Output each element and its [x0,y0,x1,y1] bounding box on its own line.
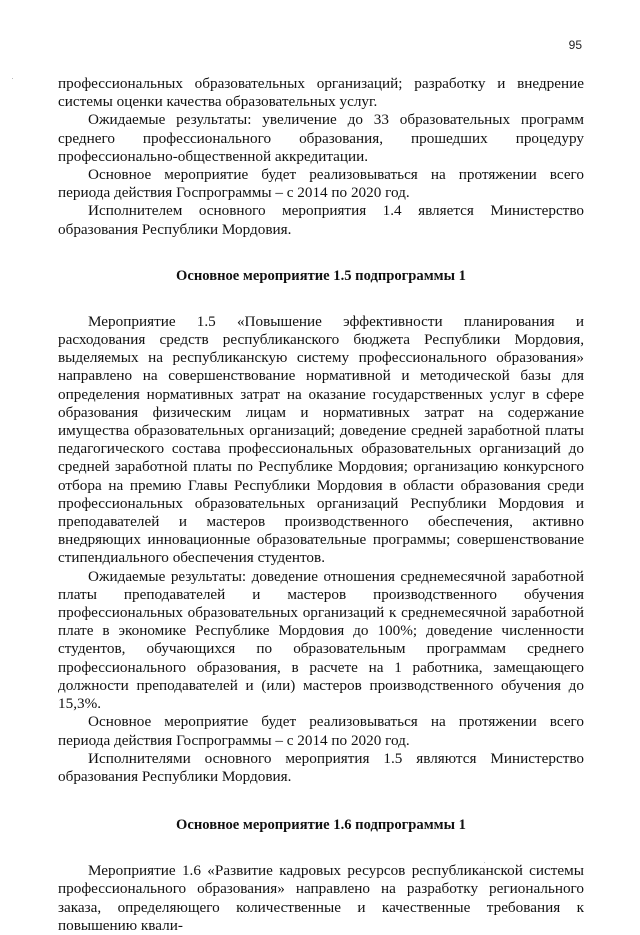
paragraph: Мероприятие 1.5 «Повышение эффективности планирования и расходования средств республиканского бюджета Республики Мордовия, выделяемых на республиканскую систему профессионального образования» направлено на совершенствование нормативной и методической базы для определения нормативных затрат на оказание государственных услуг в сфере образования физическим лицам и нормативных затрат на содержание имущества образовательных организаций; доведение средней заработной платы педагогического состава профессиональных образовательных организаций до средней заработной платы по Республике Мордовия; организацию конкурсного отбора на премию Главы Республики Мордовия в области образования среди профессиональных образовательных организаций Республики Мордовия и преподавателей и мастеров производственного обеспечения, активно внедряющих инновационные образовательные программы; совершенствование стипендиального обеспечения студентов. [58,312,584,567]
paragraph: Ожидаемые результаты: увеличение до 33 образовательных программ среднего профессионального образования, прошедших процедуру профессионально-общественной аккредитации. [58,111,584,165]
paragraph: Основное мероприятие будет реализовываться на протяжении всего периода действия Госпрограммы – с 2014 по 2020 год. [58,713,584,749]
page-number: 95 [568,38,582,52]
section-heading: Основное мероприятие 1.5 подпрограммы 1 [176,267,466,284]
paragraph: Мероприятие 1.6 «Развитие кадровых ресурсов республиканской системы профессионального образования» направлено на разработку регионального заказа, определяющего количественные и качественные требования к повышению квали- [58,862,584,934]
scan-speck [12,78,13,79]
section-heading: Основное мероприятие 1.6 подпрограммы 1 [176,817,466,834]
paragraph: Исполнителем основного мероприятия 1.4 является Министерство образования Республики Мордовия. [58,202,584,238]
paragraph: Исполнителями основного мероприятия 1.5 являются Министерство образования Республики Мордовия. [58,749,584,785]
paragraph: Основное мероприятие будет реализовываться на протяжении всего периода действия Госпрограммы – с 2014 по 2020 год. [58,166,584,202]
paragraph: Ожидаемые результаты: доведение отношения среднемесячной заработной платы преподавателей и мастеров производственного обучения профессиональных образовательных организаций к среднемесячной заработной плате в экономике Республике Мордовия до 100%; доведение численности студентов, обучающихся по образовательным программам среднего профессионального образования, в расчете на 1 работника, замещающего должности преподавателей и (или) мастеров производственного обучения до 15,3%. [58,567,584,713]
page-body [58,75,584,935]
paragraph: профессиональных образовательных организаций; разработку и внедрение системы оценки качества образовательных услуг. [58,75,584,111]
